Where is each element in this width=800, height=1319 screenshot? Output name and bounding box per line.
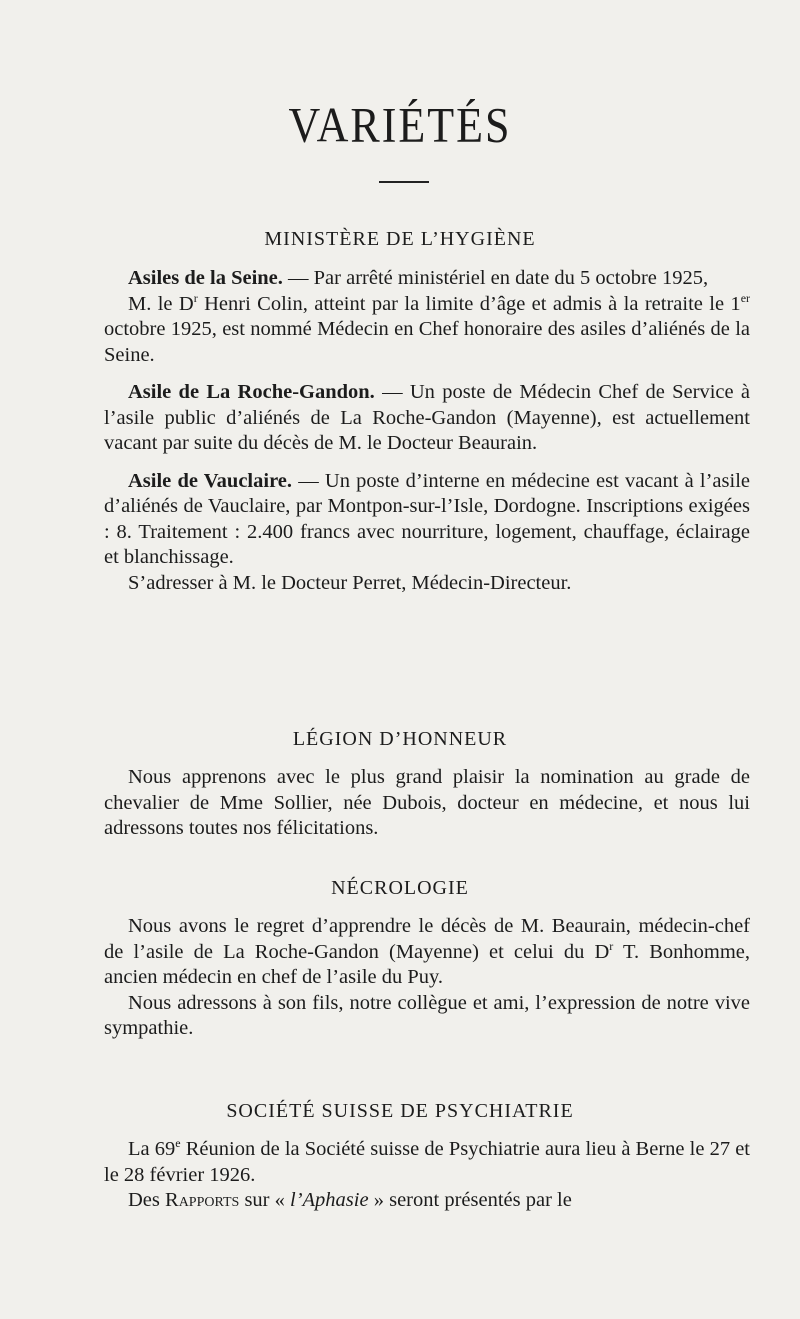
text-run: Des xyxy=(128,1189,166,1211)
text-run: sur « xyxy=(239,1189,291,1211)
section-body-ministere xyxy=(104,266,750,596)
superscript: e xyxy=(175,1136,181,1151)
paragraph-necrologie xyxy=(104,914,750,991)
paragraph-lead: Asile de Vauclaire. xyxy=(128,469,293,492)
text-run: T. Bonhomme, ancien médecin en chef de l’asile du Puy. xyxy=(104,940,751,988)
paragraph-reunion xyxy=(104,1137,750,1188)
superscript: er xyxy=(740,290,751,305)
paragraph-contact: S’adresser à M. le Docteur Perret, Médecin-Directeur. xyxy=(128,571,572,594)
section-heading-legion: LÉGION D’HONNEUR xyxy=(292,728,508,750)
superscript: r xyxy=(193,290,198,305)
paragraph-lead: Asile de La Roche-Gandon. xyxy=(128,381,375,403)
italic-text: l’Aphasie xyxy=(290,1189,369,1211)
paragraph-text: — Un poste de Médecin Chef de Service à l’asile public d’aliénés de La Roche-Gandon (Mayenne), est actuellement vacant par suite du décès de M. le Docteur Beaurain. xyxy=(104,381,750,454)
paragraph-colin xyxy=(104,292,750,369)
paragraph-text: — Par arrêté ministériel en date du 5 octobre 1925, xyxy=(282,267,709,289)
paragraph-text: — Un poste d’interne en médecine est vacant à l’asile d’aliénés de Vauclaire, par Montpon-sur-l’Isle, Dordogne. Inscriptions exigées : 8. Traitement : 2.400 francs avec nourriture, logement, chauffage, éclairage et blanchissage. xyxy=(104,469,750,568)
section-body-societe-suisse xyxy=(104,1137,750,1214)
title-rule xyxy=(379,181,429,183)
text-run: octobre 1925, est nommé Médecin en Chef honoraire des asiles d’aliénés de la Seine. xyxy=(104,318,750,366)
small-caps-text: Rapports xyxy=(165,1189,240,1211)
paragraph-rapports xyxy=(104,1188,750,1214)
paragraph-legion: Nous apprenons avec le plus grand plaisir la nomination au grade de chevalier de Mme Sollier, née Dubois, docteur en médecine, et nous lui adressons toutes nos félicitations. xyxy=(104,766,750,839)
text-run: » seront présentés par le xyxy=(368,1189,572,1211)
text-run: Nous avons le regret d’apprendre le décès de M. Beaurain, médecin-chef de l’asile de La Roche-Gandon (Mayenne) et celui du D xyxy=(104,915,750,963)
text-run: M. le D xyxy=(128,292,194,315)
section-body-necrologie xyxy=(104,914,750,1042)
paragraph-vauclaire xyxy=(104,469,750,571)
text-run: Henri Colin, atteint par la limite d’âge et admis à la retraite le 1 xyxy=(197,292,741,315)
text-run: Réunion de la Société suisse de Psychiatrie aura lieu à Berne le 27 et le 28 février 1926. xyxy=(104,1138,751,1186)
section-body-legion xyxy=(104,765,750,842)
paragraph-sympathie: Nous adressons à son fils, notre collègue et ami, l’expression de notre vive sympathie. xyxy=(104,991,750,1039)
page-title: VARIÉTÉS xyxy=(288,98,512,153)
text-run: La 69 xyxy=(128,1138,176,1160)
section-heading-societe-suisse: SOCIÉTÉ SUISSE DE PSYCHIATRIE xyxy=(226,1100,574,1122)
paragraph-asiles-seine xyxy=(104,266,750,292)
section-heading-necrologie: NÉCROLOGIE xyxy=(331,877,469,899)
section-heading-ministere: MINISTÈRE DE L’HYGIÈNE xyxy=(264,228,536,250)
paragraph-roche-gandon xyxy=(104,380,750,457)
superscript: r xyxy=(609,938,614,953)
paragraph-lead: Asiles de la Seine. xyxy=(128,267,283,289)
